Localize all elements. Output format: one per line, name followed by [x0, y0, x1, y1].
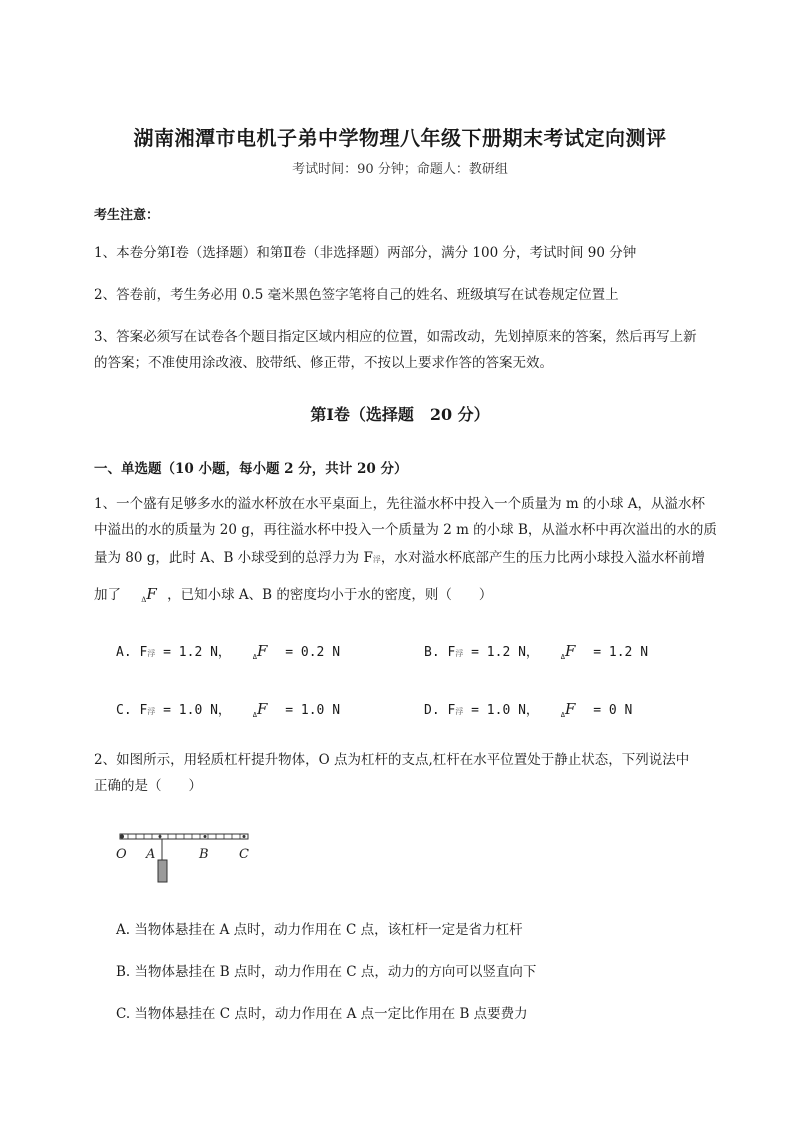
notice-item-3: 3、答案必须写在试卷各个题目指定区域内相应的位置，如需改动，先划掉原来的答案，然后再写上新的答案；不准使用涂改液、胶带纸、修正带，不按以上要求作答的答案无效。 [94, 329, 697, 371]
section-title: 第Ⅰ卷（选择题 20 分） [310, 405, 490, 424]
notice-item-1: 1、本卷分第Ⅰ卷（选择题）和第Ⅱ卷（非选择题）两部分，满分 100 分，考试时间 90 分钟 [94, 245, 637, 261]
q1-line-2: 中溢出的水的质量为 20 g，再往溢水杯中投入一个质量为 2 m 的小球 B，从溢水杯中再次溢出的水的质 [94, 522, 717, 538]
pivot-point [120, 835, 124, 839]
q1-line-3: 量为 80 g，此时 A、B 小球受到的总浮力为 F浮，水对溢水杯底部产生的压力比两小球投入溢水杯前增 [94, 550, 705, 566]
q2-choice-c[interactable]: C. 当物体悬挂在 C 点时，动力作用在 A 点一定比作用在 B 点要费力 [116, 1006, 528, 1022]
notice-heading: 考生注意： [94, 208, 160, 223]
q1-line-4: 加了 $_\Delta$F ，已知小球 A、B 的密度均小于水的密度，则（ ） [94, 585, 493, 604]
delta-symbol: Δ [141, 596, 147, 604]
q1-option-a[interactable]: A. F浮 = 1.2 N， $_\Delta$F = 0.2 N [116, 642, 341, 661]
q1-option-d[interactable]: D. F浮 = 1.0 N， $_\Delta$F = 0 N [424, 700, 633, 719]
point-a [159, 835, 162, 838]
label-c: C [239, 847, 249, 862]
q2-line-1: 2、如图所示，用轻质杠杆提升物体，O 点为杠杆的支点,杠杆在水平位置处于静止状态，下列说法中 [94, 752, 690, 768]
point-b [204, 835, 207, 838]
q1-option-b[interactable]: B. F浮 = 1.2 N， $_\Delta$F = 1.2 N [424, 642, 649, 661]
q1-option-c[interactable]: C. F浮 = 1.0 N， $_\Delta$F = 1.0 N [116, 700, 341, 719]
point-c [243, 835, 246, 838]
part-heading: 一、单选题（10 小题，每小题 2 分，共计 20 分） [94, 461, 408, 477]
q2-choice-b[interactable]: B. 当物体悬挂在 B 点时，动力作用在 C 点，动力的方向可以竖直向下 [116, 964, 537, 980]
label-o: O [116, 847, 127, 862]
label-a: A [146, 847, 156, 862]
exam-info: 考试时间：90 分钟；命题人：教研组 [292, 162, 508, 177]
hanging-weight [158, 860, 167, 882]
q2-choice-a[interactable]: A. 当物体悬挂在 A 点时，动力作用在 C 点，该杠杆一定是省力杠杆 [116, 922, 523, 938]
page-title: 湖南湘潭市电机子弟中学物理八年级下册期末考试定向测评 [133, 126, 667, 150]
q2-line-2: 正确的是（ ） [94, 778, 202, 794]
lever-diagram [110, 828, 270, 890]
q1-line-1: 1、一个盛有足够多水的溢水杯放在水平桌面上，先往溢水杯中投入一个质量为 m 的小球 A，从溢水杯 [94, 496, 706, 512]
label-b: B [199, 847, 209, 862]
notice-item-2: 2、答卷前，考生务必用 0.5 毫米黑色签字笔将自己的姓名、班级填写在试卷规定位置上 [94, 287, 619, 303]
